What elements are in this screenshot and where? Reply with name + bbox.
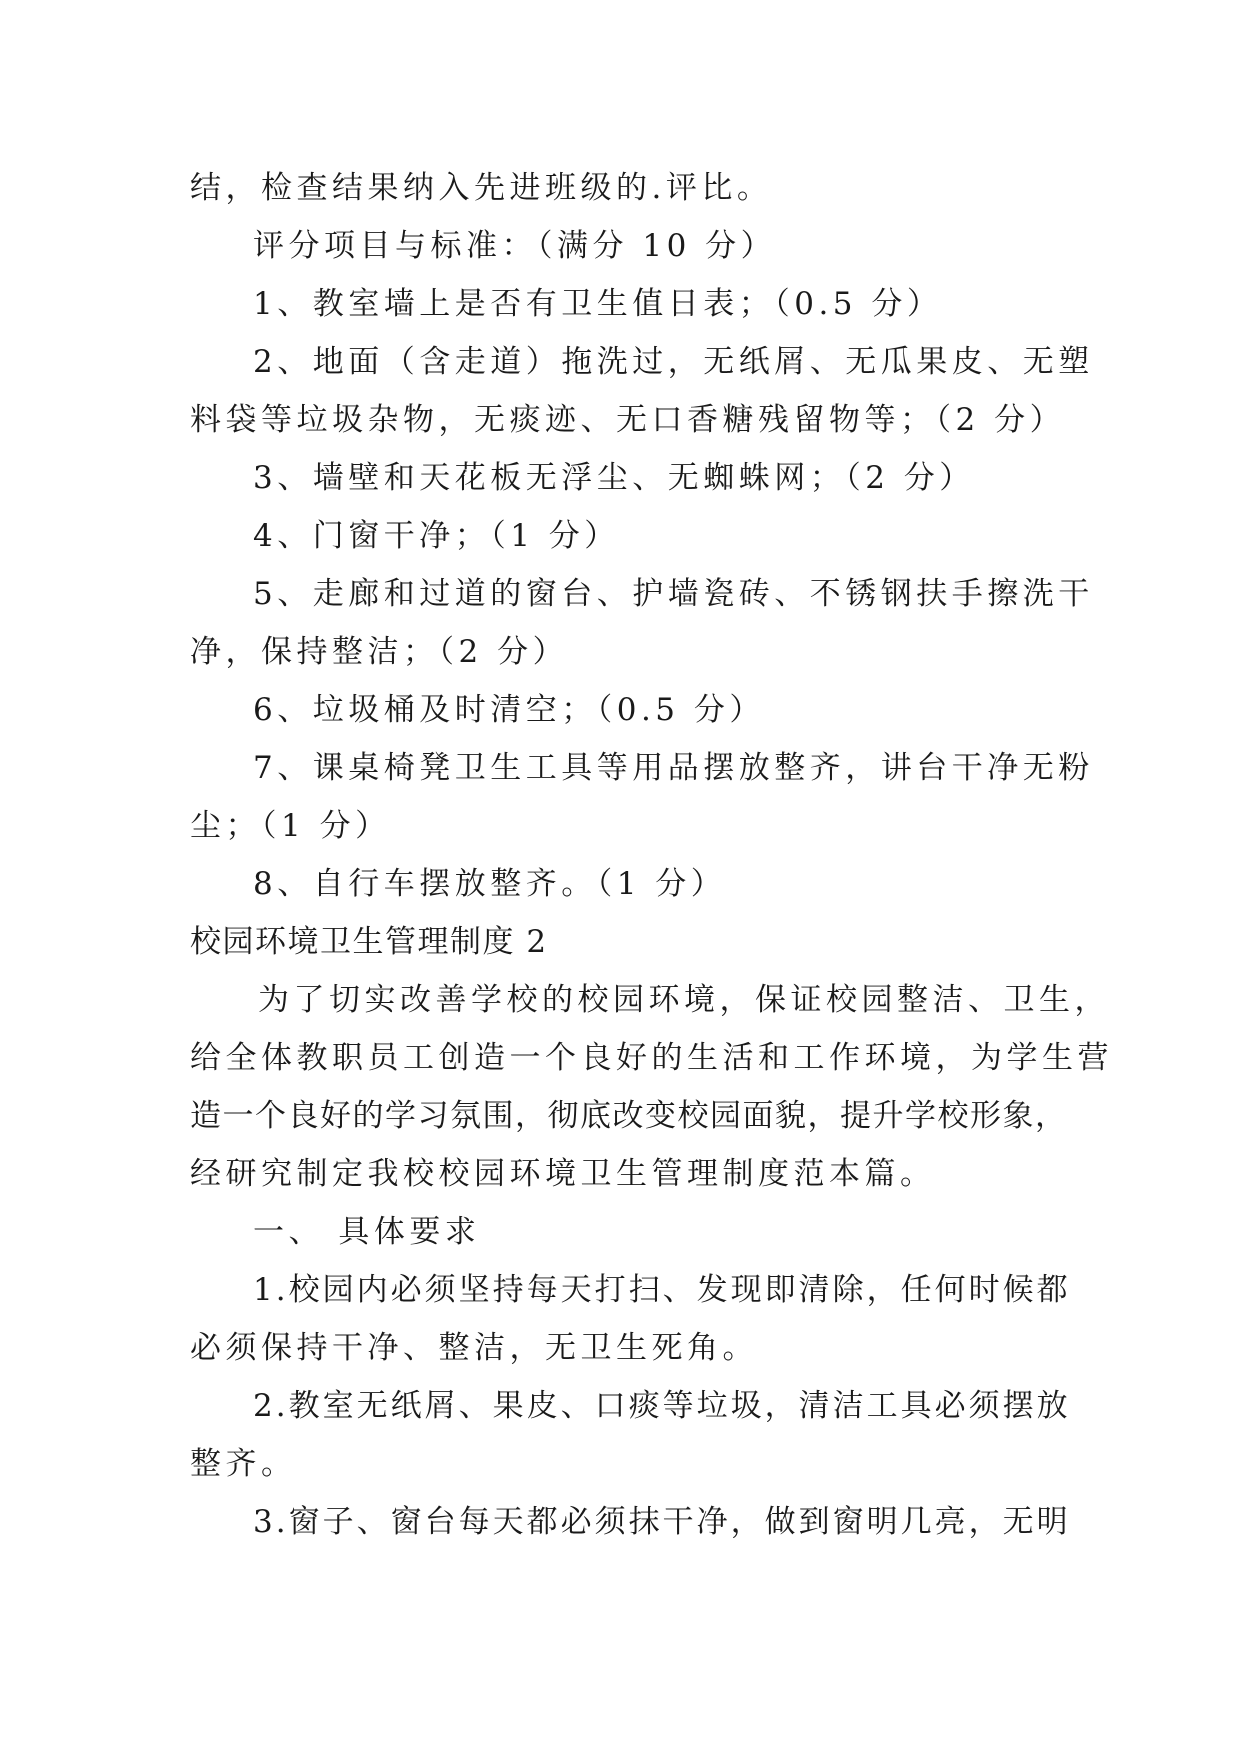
text-line: 7、课桌椅凳卫生工具等用品摆放整齐，讲台干净无粉 (253, 750, 1094, 786)
text-line: 料袋等垃圾杂物，无痰迹、无口香糖残留物等；（2 分） (190, 402, 1066, 438)
text-line: 2.教室无纸屑、果皮、口痰等垃圾，清洁工具必须摆放 (253, 1388, 1071, 1424)
section-heading: 校园环境卫生管理制度 2 (190, 924, 548, 960)
text-line: 尘；（1 分） (190, 808, 391, 844)
text-line: 6、垃圾桶及时清空；（0.5 分） (253, 692, 765, 728)
text-line: 4、门窗干净；（1 分） (253, 518, 620, 554)
text-line: 净，保持整洁；（2 分） (190, 634, 569, 670)
text-line: 给全体教职员工创造一个良好的生活和工作环境，为学生营 (190, 1040, 1113, 1076)
text-line: 造一个良好的学习氛围，彻底改变校园面貌，提升学校形象， (190, 1098, 1068, 1134)
text-line: 整齐。 (190, 1446, 297, 1482)
text-line: 必须保持干净、整洁，无卫生死角。 (190, 1330, 758, 1366)
subheading: 一、 具体要求 (253, 1214, 481, 1250)
text-line: 3.窗子、窗台每天都必须抹干净，做到窗明几亮，无明 (253, 1504, 1071, 1540)
text-line: 评分项目与标准：（满分 10 分） (253, 228, 777, 264)
text-line: 经研究制定我校校园环境卫生管理制度范本篇。 (190, 1156, 936, 1192)
text-line: 为了切实改善学校的校园环境，保证校园整洁、卫生， (258, 982, 1110, 1018)
text-line: 3、墙壁和天花板无浮尘、无蜘蛛网；（2 分） (253, 460, 975, 496)
text-line: 5、走廊和过道的窗台、护墙瓷砖、不锈钢扶手擦洗干 (253, 576, 1094, 612)
text-line: 结，检查结果纳入先进班级的.评比。 (190, 170, 773, 206)
text-line: 2、地面（含走道）拖洗过，无纸屑、无瓜果皮、无塑 (253, 344, 1094, 380)
text-line: 1.校园内必须坚持每天打扫、发现即清除，任何时候都 (253, 1272, 1071, 1308)
text-line: 1、教室墙上是否有卫生值日表；（0.5 分） (253, 286, 943, 322)
text-line: 8、自行车摆放整齐。（1 分） (253, 866, 727, 902)
